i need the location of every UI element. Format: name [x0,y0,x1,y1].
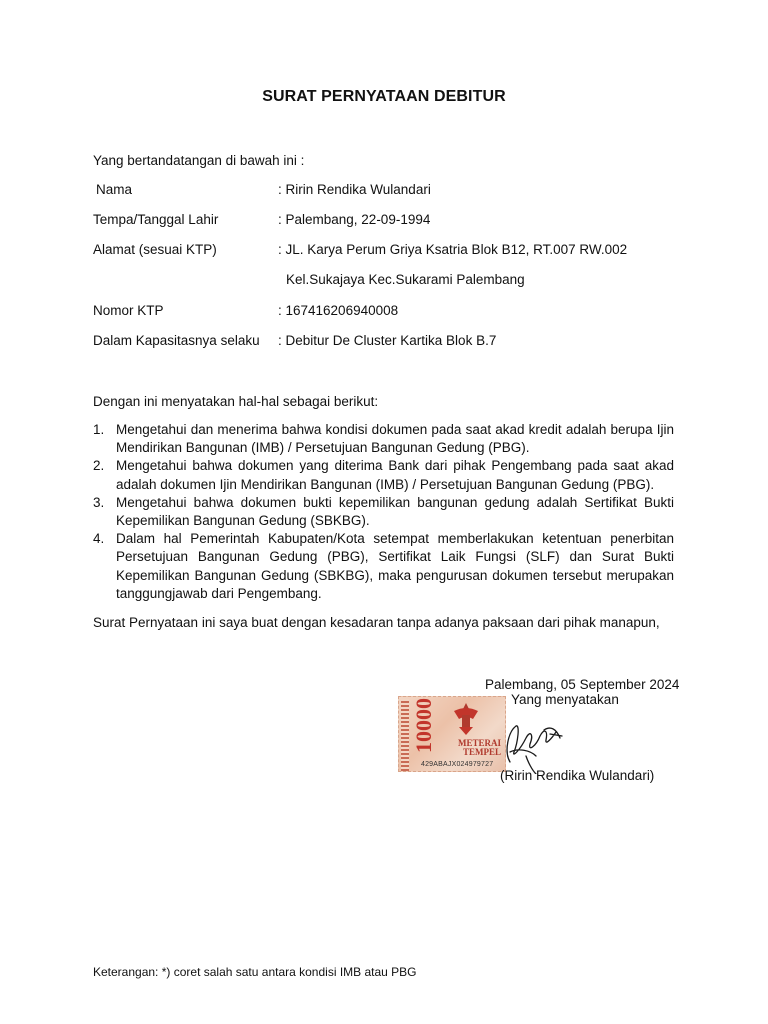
stamp-label-line2: TEMPEL [462,747,501,757]
list-text: Mengetahui bahwa dokumen yang diterima Bank dari pihak Pengembang pada saat akad adalah dokumen Ijin Mendirikan Bangunan (IMB) / Persetujuan Bangunan Gedung (PBG). [116,458,674,492]
list-text: Dalam hal Pemerintah Kabupaten/Kota setempat memberlakukan ketentuan penerbitan Persetujuan Bangunan Gedung (PBG), Sertifikat Laik Fungsi (SLF) dan Surat Bukti Kepemilikan Bangunan Gedung (SBKBG), maka pengurusan dokumen tersebut merupakan tanggungjawab dari Pengembang. [116,531,674,601]
field-label-alamat: Alamat (sesuai KTP) [93,242,217,257]
garuda-emblem-icon [451,701,481,737]
list-number: 1. [93,422,105,437]
stamp-serial: 429ABAJX024979727 [421,761,494,768]
field-value-alamat: : JL. Karya Perum Griya Ksatria Blok B12, RT.007 RW.002 [278,242,628,257]
list-text: Mengetahui dan menerima bahwa kondisi dokumen pada saat akad kredit adalah berupa Ijin Mendirikan Bangunan (IMB) / Persetujuan Bangunan Gedung (PBG). [116,422,674,456]
stamp-border-strip [401,699,409,771]
field-value-nama: : Ririn Rendika Wulandari [278,182,431,197]
list-number: 3. [93,494,105,510]
field-value-alamat-line2: Kel.Sukajaya Kec.Sukarami Palembang [286,272,525,287]
field-label-ktp: Nomor KTP [93,303,164,318]
field-label-kapasitas: Dalam Kapasitasnya selaku [93,333,260,348]
list-text: Mengetahui bahwa dokumen bukti kepemilikan bangunan gedung adalah Sertifikat Bukti Kepemilikan Bangunan Gedung (SBKBG). [116,494,674,529]
signer-caption: Yang menyatakan [511,692,619,707]
field-value-kapasitas: : Debitur De Cluster Kartika Blok B.7 [278,333,497,348]
list-number: 4. [93,531,105,547]
place-date: Palembang, 05 September 2024 [485,677,680,692]
field-label-ttl: Tempa/Tanggal Lahir [93,212,219,227]
list-item [93,530,674,603]
stamp-value: 10000 [411,698,436,753]
signature-icon [490,712,570,774]
intro-text: Yang bertandatangan di bawah ini : [93,153,305,168]
document-title: SURAT PERNYATAAN DEBITUR [262,88,506,105]
statement-intro: Dengan ini menyatakan hal-hal sebagai berikut: [93,394,379,409]
list-number: 2. [93,458,105,474]
list-item [93,421,674,457]
field-value-ttl: : Palembang, 22-09-1994 [278,212,431,227]
field-label-nama: Nama [96,182,133,197]
signer-name: (Ririn Rendika Wulandari) [500,768,655,783]
closing-text: Surat Pernyataan ini saya buat dengan kesadaran tanpa adanya paksaan dari pihak manapun, [93,615,660,630]
statement-list [93,421,674,603]
stamp-label-line1: METERAI [457,738,501,748]
list-item [93,494,674,530]
list-item [93,457,674,493]
field-value-ktp: : 167416206940008 [278,303,399,318]
footnote: Keterangan: *) coret salah satu antara kondisi IMB atau PBG [93,965,417,979]
